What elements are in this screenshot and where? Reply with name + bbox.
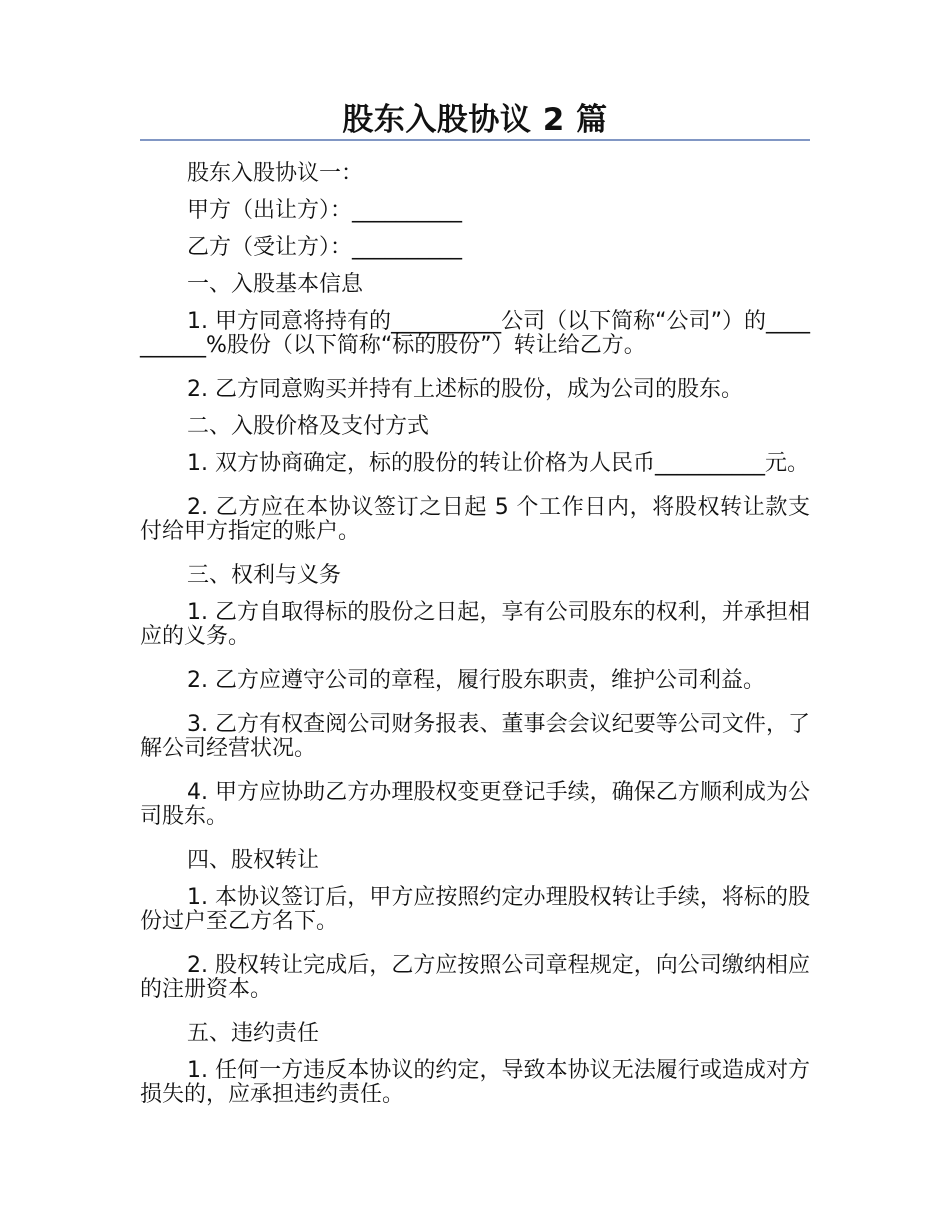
document-title: 股东入股协议 2 篇 (342, 102, 608, 138)
section-heading-5: 五、违约责任 (187, 1021, 320, 1046)
section-heading-4: 四、股权转让 (187, 848, 320, 873)
clause-1-1: 1. 甲方同意将持有的__________公司（以下简称“公司”）的__________%股份（以下简称“标的股份”）转让给乙方。 (140, 309, 810, 358)
clause-4-2: 2. 股权转让完成后，乙方应按照公司章程规定，向公司缴纳相应的注册资本。 (140, 953, 810, 1002)
document-body (140, 155, 810, 1120)
clause-1-2: 2. 乙方同意购买并持有上述标的股份，成为公司的股东。 (187, 377, 743, 402)
clause-2-1: 1. 双方协商确定，标的股份的转让价格为人民币__________元。 (187, 451, 809, 476)
clause-4-1: 1. 本协议签订后，甲方应按照约定办理股权转让手续，将标的股份过户至乙方名下。 (140, 885, 810, 934)
section-heading-2: 二、入股价格及支付方式 (187, 414, 430, 439)
clause-3-3: 3. 乙方有权查阅公司财务报表、董事会会议纪要等公司文件，了解公司经营状况。 (140, 712, 810, 761)
clause-3-1: 1. 乙方自取得标的股份之日起，享有公司股东的权利，并承担相应的义务。 (140, 600, 810, 649)
clause-2-2: 2. 乙方应在本协议签订之日起 5 个工作日内，将股权转让款支付给甲方指定的账户。 (140, 495, 810, 544)
title-underline (140, 139, 810, 141)
agreement-heading: 股东入股协议一： (187, 161, 364, 186)
clause-3-2: 2. 乙方应遵守公司的章程，履行股东职责，维护公司利益。 (187, 668, 765, 693)
clause-3-4: 4. 甲方应协助乙方办理股权变更登记手续，确保乙方顺利成为公司股东。 (140, 780, 810, 829)
clause-5-1: 1. 任何一方违反本协议的约定，导致本协议无法履行或造成对方损失的，应承担违约责任。 (140, 1058, 810, 1107)
section-heading-1: 一、入股基本信息 (187, 272, 364, 297)
party-b-line: 乙方（受让方）：__________ (187, 235, 463, 260)
section-heading-3: 三、权利与义务 (187, 563, 342, 588)
party-a-line: 甲方（出让方）：__________ (187, 198, 463, 223)
